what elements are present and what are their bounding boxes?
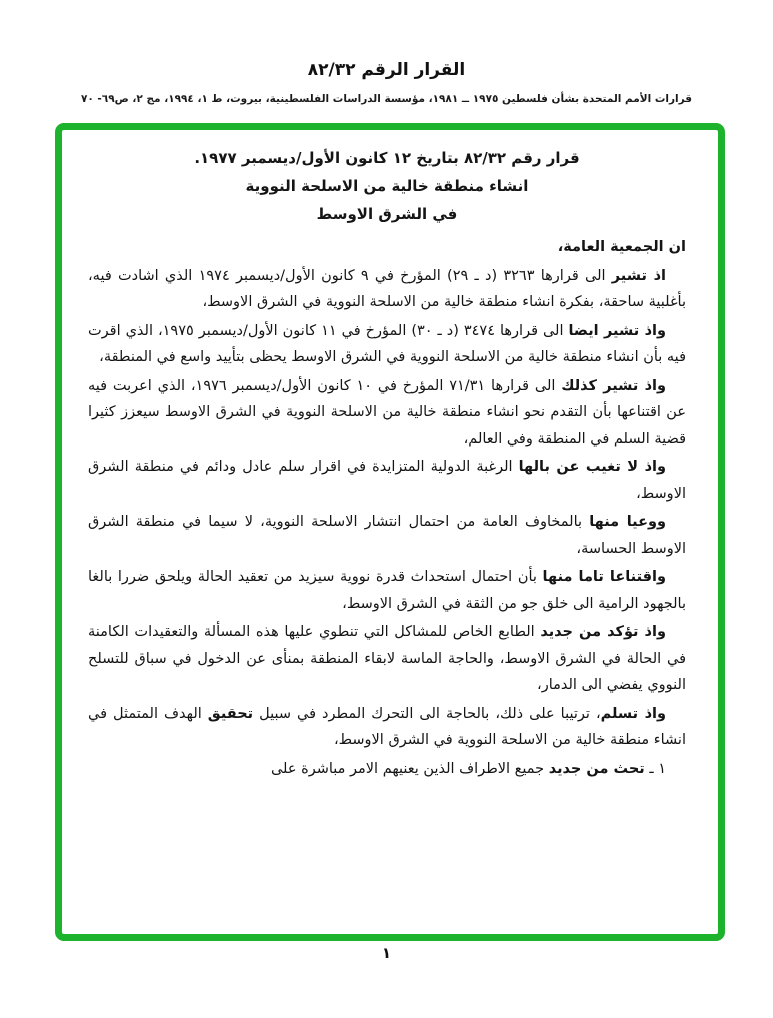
paragraph-text2: الهدف المتمثل في انشاء منطقة خالية من الاسلحة النووية في الشرق الاوسط، xyxy=(88,705,686,748)
paragraph-text: الى قرارها ٣٢٦٣ (د ـ ٢٩) المؤرخ في ٩ كانون الأول/ديسمبر ١٩٧٤ الذي اشادت فيه، بأغلبية ساحقة، بفكرة انشاء منطقة خالية من الاسلحة النووية في الشرق الاوسط، xyxy=(88,267,686,310)
source-citation: قرارات الأمم المتحدة بشأن فلسطين ١٩٧٥ ــ ١٩٨١، مؤسسة الدراسات الفلسطينية، بيروت، ط ١، ١٩٩٤، مج ٢، ص٦٩- ٧٠ xyxy=(80,93,693,105)
paragraph-lead: ووعيا منها xyxy=(589,514,667,530)
paragraph-text: الى قرارها ٧١/٣١ المؤرخ في ١٠ كانون الأول/ديسمبر ١٩٧٦، الذي اعربت فيه عن اقتناعها بأن التقدم نحو انشاء منطقة خالية من الاسلحة النووية في الشرق الاوسط سيعزز كثيرا قضية السلم في المنطقة وفي العالم، xyxy=(88,377,686,447)
preambular-paragraph-3 xyxy=(88,373,686,453)
paragraph-lead: تحث من جديد xyxy=(548,760,645,777)
paragraph-text: الرغبة الدولية المتزايدة في اقرار سلم عادل ودائم في منطقة الشرق الاوسط، xyxy=(88,459,686,502)
preambular-paragraph-7 xyxy=(88,619,686,699)
paragraph-text: جميع الاطراف الذين يعنيهم الامر مباشرة على xyxy=(270,760,549,777)
green-highlight-frame xyxy=(55,123,725,941)
paragraph-text: الى قرارها ٣٤٧٤ (د ـ ٣٠) المؤرخ في ١١ كانون الأول/ديسمبر ١٩٧٥، الذي اقرت فيه بأن انشاء منطقة خالية من الاسلحة النووية في الشرق الاوسط يحظى بتأييد واسع في المنطقة، xyxy=(88,322,686,365)
paragraph-lead: واذ لا تغيب عن بالها xyxy=(518,459,666,475)
document-heading xyxy=(88,144,686,228)
paragraph-lead: واذ تؤكد من جديد xyxy=(540,624,666,640)
paragraph-lead2: تحقيق xyxy=(207,705,254,722)
document-body xyxy=(62,130,718,782)
paragraph-lead: واقتناعا تاما منها xyxy=(542,569,666,585)
heading-line-date: قرار رقم ٨٢/٣٢ بتاريخ ١٢ كانون الأول/ديسمبر ١٩٧٧. xyxy=(194,149,580,167)
paragraph-text: بأن احتمال استحداث قدرة نووية سيزيد من تعقيد الحالة ويلحق ضررا بالغا بالجهود الرامية الى خلق جو من الثقة في الشرق الاوسط، xyxy=(88,569,686,612)
page-number: ١ xyxy=(381,944,392,962)
heading-line-subject: انشاء منطقة خالية من الاسلحة النووية xyxy=(245,177,529,195)
preambular-paragraph-8 xyxy=(88,701,686,754)
paragraph-text: ، ترتيبا على ذلك، بالحاجة الى التحرك المطرد في سبيل xyxy=(253,705,601,722)
paragraph-lead: واذ تشير ايضا xyxy=(568,322,667,339)
paragraph-lead: واذ تشير كذلك xyxy=(561,377,667,394)
preambular-paragraph-4 xyxy=(88,454,686,507)
heading-line-region: في الشرق الاوسط xyxy=(316,205,458,223)
opening-phrase: ان الجمعية العامة، xyxy=(557,239,686,255)
preambular-paragraph-2 xyxy=(88,318,686,371)
paragraph-lead: واذ تسلم xyxy=(600,705,666,722)
resolution-number-title: القرار الرقم ٨٢/٣٢ xyxy=(307,60,466,80)
operative-paragraph-1 xyxy=(88,756,686,783)
paragraph-text: الطابع الخاص للمشاكل التي تنطوي عليها هذه المسألة والتعقيدات الكامنة في الحالة في الشرق الاوسط، والحاجة الماسة لابقاء المنطقة بمنأى عن الدخول في سباق للتسلح النووي يفضي الى الدمار، xyxy=(88,624,686,693)
paragraph-prefix: ١ ـ xyxy=(644,760,666,777)
paragraph-lead: اذ تشير xyxy=(611,267,666,284)
paragraph-text: بالمخاوف العامة من احتمال انتشار الاسلحة النووية، لا سيما في منطقة الشرق الاوسط الحساسة، xyxy=(88,514,686,557)
preambular-paragraph-6 xyxy=(88,564,686,617)
preambular-paragraph-1 xyxy=(88,263,686,316)
preambular-paragraph-5 xyxy=(88,509,686,562)
